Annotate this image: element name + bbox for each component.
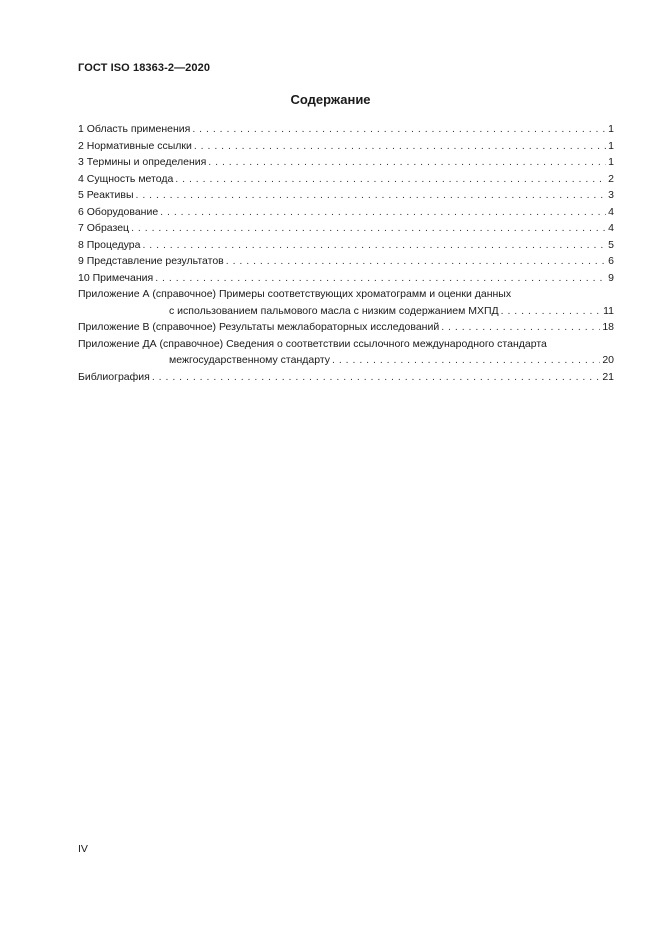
toc-entry-page: 20 bbox=[602, 354, 614, 366]
toc-entry-label: Библиография bbox=[78, 370, 150, 383]
toc-entry-page: 11 bbox=[603, 304, 614, 317]
toc-entry-page: 18 bbox=[602, 321, 614, 333]
dot-leader bbox=[152, 369, 600, 386]
toc-entry-label: Приложение В (справочное) Результаты межлабораторных исследований bbox=[78, 321, 440, 333]
toc-entry-page: 9 bbox=[608, 271, 614, 284]
dot-leader bbox=[332, 352, 600, 369]
dot-leader bbox=[441, 319, 600, 336]
toc-entry-6[interactable] bbox=[78, 204, 614, 221]
dot-leader bbox=[194, 138, 606, 155]
toc-entry-label: 8 Процедура bbox=[78, 238, 141, 251]
toc-entry-page: 21 bbox=[602, 370, 614, 383]
toc-entry-10[interactable] bbox=[78, 270, 614, 287]
toc-entry-1[interactable] bbox=[78, 121, 614, 138]
dot-leader bbox=[136, 187, 607, 204]
toc-entry-page: 6 bbox=[608, 255, 614, 267]
toc-entry-label: 4 Сущность метода bbox=[78, 172, 174, 185]
toc-entry-annex-a[interactable] bbox=[78, 286, 614, 319]
toc-entry-label: 9 Представление результатов bbox=[78, 255, 224, 267]
toc-entry-page: 4 bbox=[608, 205, 614, 218]
toc-entry-label: 1 Область применения bbox=[78, 123, 191, 135]
toc-entry-label: Приложение А (справочное) Примеры соответствующих хроматограмм и оценки данных bbox=[78, 288, 512, 300]
page-number: IV bbox=[78, 843, 88, 855]
document-header: ГОСТ ISO 18363-2—2020 bbox=[78, 62, 211, 74]
toc-entry-4[interactable] bbox=[78, 171, 614, 188]
toc-entry-page: 3 bbox=[608, 189, 614, 201]
dot-leader bbox=[160, 204, 606, 221]
toc-entry-page: 4 bbox=[608, 222, 614, 234]
toc-entry-label: 2 Нормативные ссылки bbox=[78, 139, 192, 152]
toc-title: Содержание bbox=[290, 92, 371, 107]
toc-entry-page: 2 bbox=[608, 172, 614, 185]
toc-entry-label: 7 Образец bbox=[78, 222, 130, 234]
toc-entry-label: 6 Оборудование bbox=[78, 205, 159, 218]
toc-entry-8[interactable] bbox=[78, 237, 614, 254]
toc-entry-3[interactable] bbox=[78, 154, 614, 171]
dot-leader bbox=[192, 121, 606, 138]
toc-entry-label-continued: межгосударственному стандарту bbox=[169, 354, 330, 366]
toc-entry-page: 1 bbox=[608, 139, 614, 152]
table-of-contents bbox=[78, 121, 614, 385]
dot-leader bbox=[175, 171, 606, 188]
toc-entry-page: 1 bbox=[608, 156, 614, 168]
dot-leader bbox=[208, 154, 606, 171]
toc-entry-label: 10 Примечания bbox=[78, 271, 154, 284]
toc-entry-7[interactable] bbox=[78, 220, 614, 237]
toc-entry-page: 5 bbox=[608, 238, 614, 251]
toc-entry-label: 3 Термины и определения bbox=[78, 156, 207, 168]
toc-entry-annex-da[interactable] bbox=[78, 336, 614, 369]
toc-entry-bibliography[interactable] bbox=[78, 369, 614, 386]
toc-entry-label-continued: с использованием пальмового масла с низким содержанием МХПД bbox=[169, 304, 499, 317]
dot-leader bbox=[501, 303, 601, 320]
toc-entry-5[interactable] bbox=[78, 187, 614, 204]
dot-leader bbox=[142, 237, 606, 254]
toc-entry-label: Приложение ДА (справочное) Сведения о соответствии ссылочного международного стандарта bbox=[78, 337, 547, 350]
toc-entry-9[interactable] bbox=[78, 253, 614, 270]
toc-entry-annex-b[interactable] bbox=[78, 319, 614, 336]
dot-leader bbox=[155, 270, 606, 287]
dot-leader bbox=[131, 220, 606, 237]
toc-entry-label: 5 Реактивы bbox=[78, 189, 134, 201]
toc-entry-2[interactable] bbox=[78, 138, 614, 155]
toc-entry-page: 1 bbox=[608, 123, 614, 135]
dot-leader bbox=[226, 253, 606, 270]
